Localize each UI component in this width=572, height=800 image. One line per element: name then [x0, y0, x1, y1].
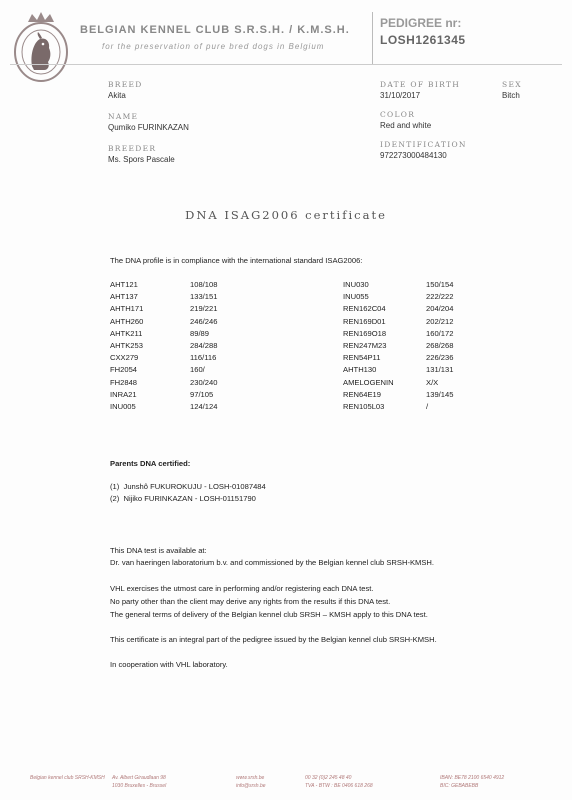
marker-value: 246/246: [190, 316, 218, 326]
footer-vat: TVA - BTW : BE 0406 618 268: [305, 783, 373, 789]
pedigree-label: PEDIGREE nr:: [380, 16, 462, 30]
marker-value: 150/154: [426, 280, 454, 289]
marker-name: REN54P11: [343, 353, 381, 363]
parents-heading: Parents DNA certified:: [110, 459, 191, 468]
footer-email-link[interactable]: info@srsh.be: [236, 783, 266, 789]
dob-label: DATE OF BIRTH: [380, 80, 461, 89]
marker-value: 124/124: [190, 402, 218, 411]
marker-name: INU030: [343, 280, 369, 289]
paragraph-laboratory: Dr. van haeringen laboratorium b.v. and commissioned by the Belgian kennel club SRSH-KMSH.: [110, 558, 435, 567]
paragraph-rights: No party other than the client may derive any rights from the results if this DNA test.: [110, 597, 391, 606]
footer-street: Av. Albert Giraudlaan 98: [112, 775, 166, 781]
name-value: Qumiko FURINKAZAN: [108, 123, 189, 132]
parent-index: (1): [110, 482, 120, 491]
marker-value: X/X: [426, 377, 439, 387]
marker-value: 131/131: [426, 365, 454, 375]
identification-value: 972273000484130: [380, 151, 447, 160]
marker-value: 219/221: [190, 304, 218, 314]
marker-value: 116/116: [190, 353, 217, 363]
marker-value: 202/212: [426, 316, 454, 326]
marker-name: INU005: [110, 402, 136, 411]
paragraph-terms: The general terms of delivery of the Belgian kennel club SRSH – KMSH apply to this DNA test.: [110, 610, 428, 619]
marker-name: REN169O18: [343, 328, 387, 338]
color-label: COLOR: [380, 110, 416, 119]
marker-value: 230/240: [190, 377, 218, 387]
breeder-value: Ms. Spors Pascale: [108, 155, 175, 164]
footer-city: 1030 Bruxelles - Brussel: [112, 783, 167, 789]
marker-value: 108/108: [190, 280, 218, 289]
paragraph-availability: This DNA test is available at:: [110, 546, 207, 555]
sex-value: Bitch: [502, 91, 520, 100]
marker-value: 97/105: [190, 389, 214, 399]
marker-name: AHTK211: [110, 328, 143, 338]
parent-item: [110, 482, 266, 491]
marker-value: 133/151: [190, 292, 218, 302]
club-seal-logo: [10, 10, 72, 84]
marker-name: INU055: [343, 292, 369, 302]
compliance-text: The DNA profile is in compliance with the international standard ISAG2006:: [110, 256, 363, 265]
marker-name: AHT121: [110, 280, 138, 289]
footer-bic: BIC: GEBABEBB: [440, 783, 479, 789]
breed-value: Akita: [108, 91, 126, 100]
marker-name: AHTH130: [343, 365, 377, 375]
marker-name: REN105L03: [343, 402, 385, 411]
marker-name: REN247M23: [343, 341, 387, 350]
marker-name: AMELOGENIN: [343, 377, 394, 387]
footer-web: [236, 774, 266, 790]
marker-name: FH2054: [110, 365, 138, 375]
parent-text: Junshô FUKUROKUJU - LOSH-01087484: [123, 482, 266, 491]
certificate-title: DNA ISAG2006 certificate: [185, 208, 387, 222]
marker-value: 222/222: [426, 292, 454, 302]
club-name: BELGIAN KENNEL CLUB S.R.S.H. / K.M.S.H.: [80, 24, 350, 36]
pedigree-number: LOSH1261345: [380, 33, 466, 47]
parent-text: Nijiko FURINKAZAN - LOSH-01151790: [123, 494, 256, 503]
breed-label: BREED: [108, 80, 143, 89]
marker-name: FH2848: [110, 377, 138, 387]
footer-club-name: Belgian kennel club SRSH-KMSH: [30, 775, 105, 781]
marker-value: 268/268: [426, 341, 454, 350]
marker-name: INRA21: [110, 389, 137, 399]
marker-value: 160/: [190, 365, 205, 375]
marker-value: 89/89: [190, 328, 210, 338]
name-label: NAME: [108, 112, 139, 121]
marker-name: AHTH171: [110, 304, 144, 314]
marker-value: 204/204: [426, 304, 454, 314]
paragraph-integral-part: This certificate is an integral part of the pedigree issued by the Belgian kennel club SRSH-KMSH.: [110, 635, 437, 644]
marker-name: REN64E19: [343, 389, 381, 399]
footer-iban: IBAN: BE78 2100 6540 4912: [440, 775, 505, 781]
breeder-label: BREEDER: [108, 144, 157, 153]
footer-phone-number: 00 32 (0)2 245 48 40: [305, 775, 352, 781]
marker-name: AHTK253: [110, 341, 143, 350]
parent-index: (2): [110, 494, 120, 503]
footer-website-link[interactable]: www.srsh.be: [236, 775, 265, 781]
header-divider: [10, 64, 562, 65]
marker-name: AHTH260: [110, 316, 144, 326]
club-tagline: for the preservation of pure bred dogs in Belgium: [102, 42, 325, 51]
marker-name: REN162C04: [343, 304, 386, 314]
identification-label: IDENTIFICATION: [380, 140, 467, 149]
footer-club: [30, 774, 105, 782]
marker-value: 226/236: [426, 353, 454, 363]
footer-phone: [305, 774, 373, 790]
parent-item: [110, 494, 256, 503]
marker-value: 139/145: [426, 389, 454, 399]
color-value: Red and white: [380, 121, 432, 130]
header-divider-vertical: [372, 12, 373, 64]
marker-value: 160/172: [426, 328, 454, 338]
marker-name: CXX279: [110, 353, 139, 363]
marker-value: /: [426, 402, 429, 411]
sex-label: SEX: [502, 80, 522, 89]
paragraph-cooperation: In cooperation with VHL laboratory.: [110, 660, 228, 669]
footer-address: [112, 774, 166, 790]
footer-bank: [440, 774, 504, 790]
paragraph-care: VHL exercises the utmost care in performing and/or registering each DNA test.: [110, 584, 374, 593]
dob-value: 31/10/2017: [380, 91, 421, 100]
marker-name: AHT137: [110, 292, 138, 302]
marker-value: 284/288: [190, 341, 218, 350]
marker-name: REN169D01: [343, 316, 386, 326]
